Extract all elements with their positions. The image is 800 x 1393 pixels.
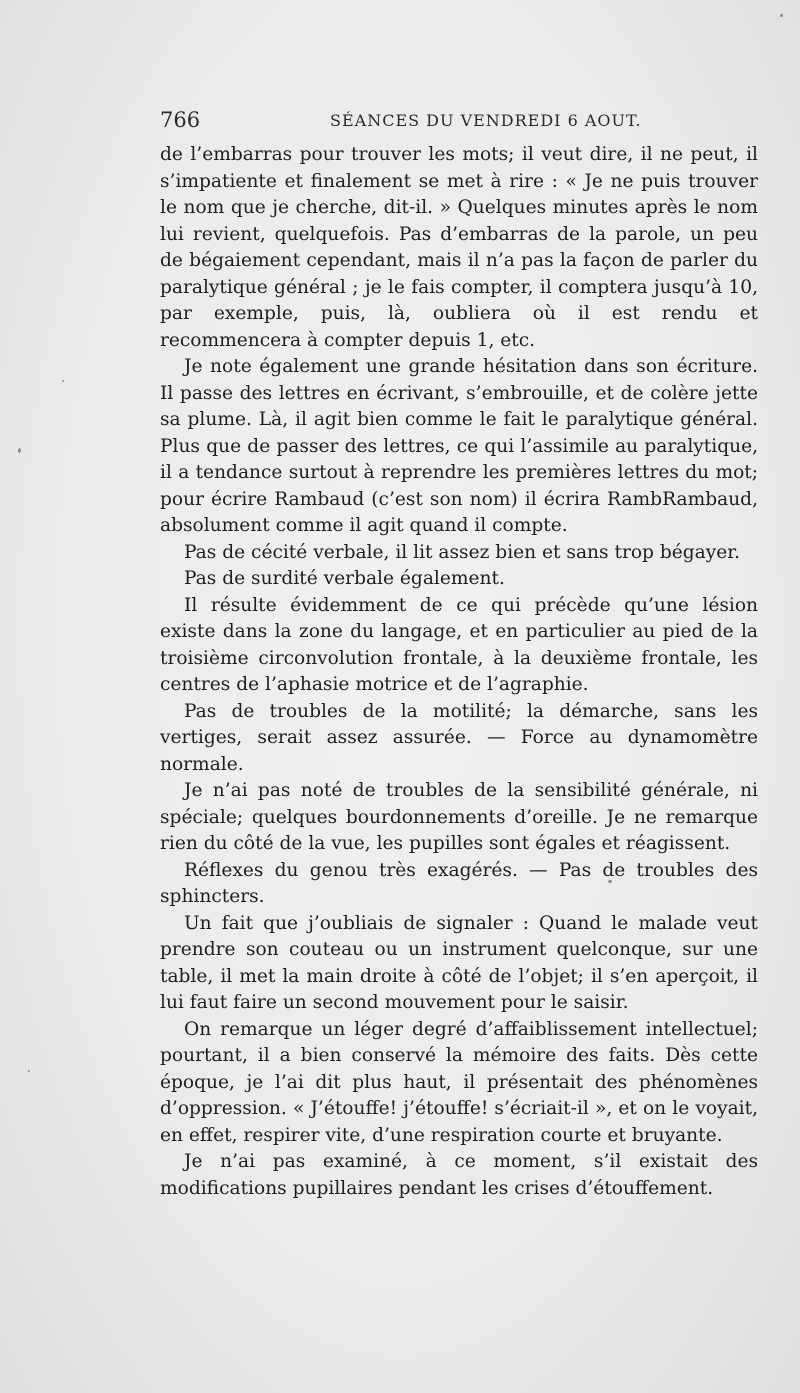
- paper-speck: [608, 880, 612, 883]
- paragraph: Pas de surdité verbale également.: [184, 568, 505, 589]
- paragraph: de l’embarras pour trouver les mots; il veut dire, il ne peut, il s’impatiente et finalement se met à rire : « Je ne puis trouver le nom que je cherche, dit-il. » Quelques minutes après le nom lui revient, quelquefois. Pas d’embarras de la parole, un peu de bégaiement cependant, mais il n’a pas la façon de parler du paralytique général ; je le fais compter, il comptera jusqu’à 10, par exemple, puis, là, oubliera où il est rendu et recommencera à compter depuis 1, etc.: [160, 144, 758, 351]
- page-number: 766: [160, 108, 201, 132]
- paper-speck: [62, 380, 64, 382]
- body-text: [160, 142, 758, 1202]
- paragraph: Je note également une grande hésitation dans son écriture. Il passe des lettres en écrivant, s’embrouille, et de colère jette sa plume. Là, il agit bien comme le fait le paralytique général. Plus que de passer des lettres, ce qui l’assimile au paralytique, il a tendance surtout à reprendre les premières lettres du mot; pour écrire Rambaud (c’est son nom) il écrira RambRambaud, absolument comme il agit quand il compte.: [160, 356, 758, 536]
- paragraph: On remarque un léger degré d’affaiblissement intellectuel; pourtant, il a bien conservé la mémoire des faits. Dès cette époque, je l’ai dit plus haut, il présentait des phénomènes d’oppression. « J’étouffe! j’étouffe! s’écriait-il », et on le voyait, en effet, respirer vite, d’une respiration courte et bruyante.: [160, 1018, 758, 1146]
- paper-speck: [780, 14, 783, 17]
- paper-speck: [18, 448, 21, 453]
- paragraph: Réflexes du genou très exagérés. — Pas de troubles des sphincters.: [160, 859, 758, 907]
- paragraph: Je n’ai pas examiné, à ce moment, s’il existait des modifications pupillaires pendant les crises d’étouffement.: [160, 1151, 758, 1199]
- paragraph: Pas de cécité verbale, il lit assez bien et sans trop bégayer.: [184, 541, 741, 563]
- paragraph: Pas de troubles de la motilité; la démarche, sans les vertiges, serait assez assurée. — Force au dynamomètre normale.: [160, 700, 758, 775]
- paragraph: Il résulte évidemment de ce qui précède qu’une lésion existe dans la zone du langage, et en particulier au pied de la troisième circonvolution frontale, à la deuxième frontale, les centres de l’aphasie motrice et de l’agraphie.: [160, 594, 758, 695]
- running-title: SÉANCES DU VENDREDI 6 AOUT.: [330, 111, 642, 130]
- paper-speck: [28, 1070, 30, 1072]
- paragraph: Je n’ai pas noté de troubles de la sensibilité générale, ni spéciale; quelques bourdonnements d’oreille. Je ne remarque rien du côté de la vue, les pupilles sont égales et réagissent.: [160, 780, 758, 854]
- page-header: [160, 108, 758, 138]
- paragraph: Un fait que j’oubliais de signaler : Quand le malade veut prendre son couteau ou un instrument quelconque, sur une table, il met la main droite à côté de l’objet; il s’en aperçoit, il lui faut faire un second mouvement pour le saisir.: [160, 912, 758, 1013]
